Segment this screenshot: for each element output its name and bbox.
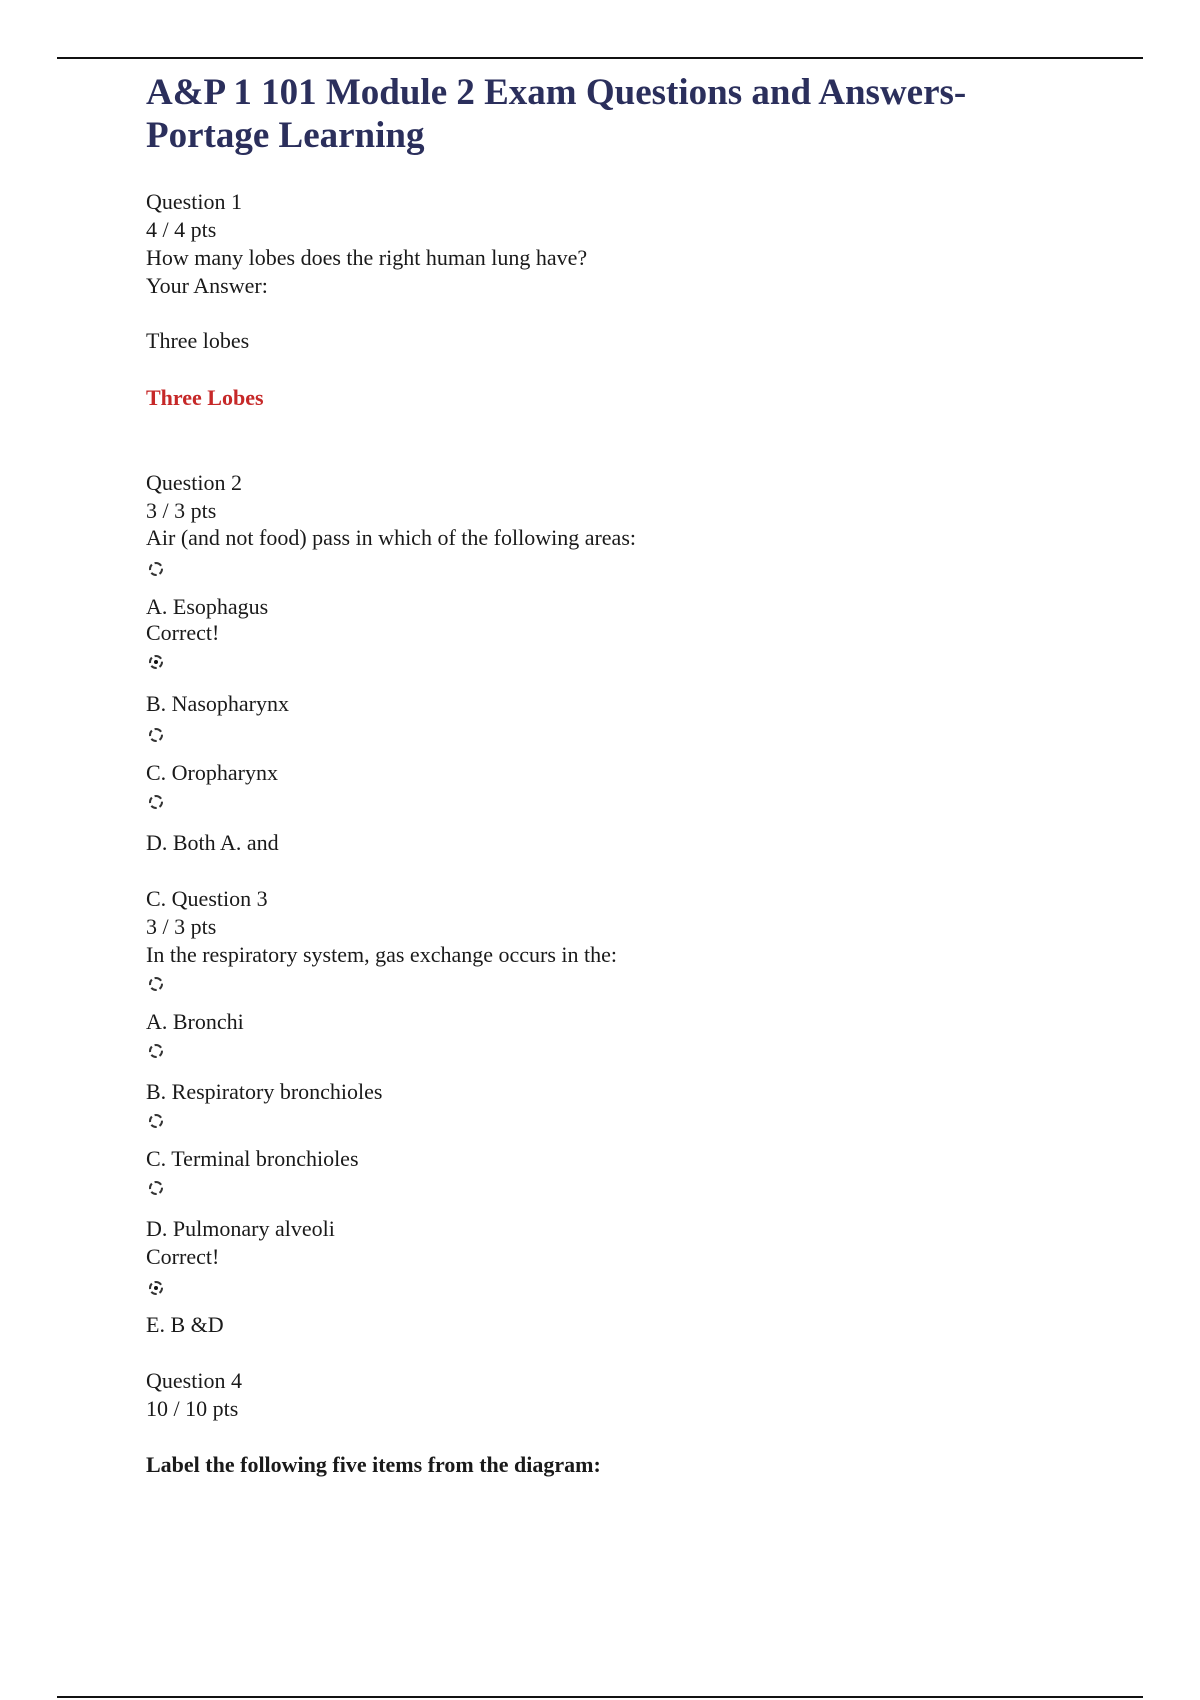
- q4-label: Question 4: [146, 1368, 242, 1393]
- q1-your-answer: Three lobes: [146, 328, 250, 353]
- q3-option-a: A. Bronchi: [146, 1009, 244, 1034]
- q2-option-d: D. Both A. and: [146, 830, 279, 855]
- document-title: A&P 1 101 Module 2 Exam Questions and Answers-Portage Learning: [146, 72, 967, 156]
- q2-points: 3 / 3 pts: [146, 498, 217, 523]
- q2-label: Question 2: [146, 470, 242, 495]
- bottom-rule: [57, 1696, 1143, 1698]
- q3-option-d: D. Pulmonary alveoli: [146, 1216, 335, 1241]
- q3-option-a-radio[interactable]: [149, 977, 163, 991]
- q3-option-e-radio[interactable]: [149, 1281, 163, 1295]
- q1-your-answer-label: Your Answer:: [146, 273, 268, 298]
- q3-label: C. Question 3: [146, 886, 268, 911]
- q1-correct-answer: Three Lobes: [146, 385, 264, 410]
- q2-option-a: A. Esophagus: [146, 594, 269, 619]
- q2-option-b: B. Nasopharynx: [146, 691, 289, 716]
- q3-points: 3 / 3 pts: [146, 914, 217, 939]
- q2-option-a-radio[interactable]: [149, 562, 163, 576]
- q3-prompt: In the respiratory system, gas exchange occurs in the:: [146, 942, 618, 967]
- q3-correct-label: Correct!: [146, 1244, 220, 1269]
- q3-option-c: C. Terminal bronchioles: [146, 1146, 359, 1171]
- q2-option-c: C. Oropharynx: [146, 760, 278, 785]
- q3-option-b-radio[interactable]: [149, 1044, 163, 1058]
- top-rule: [57, 57, 1143, 59]
- q4-points: 10 / 10 pts: [146, 1396, 239, 1421]
- q2-option-d-radio[interactable]: [149, 795, 163, 809]
- q1-label: Question 1: [146, 189, 242, 214]
- q1-prompt: How many lobes does the right human lung have?: [146, 245, 588, 270]
- q2-option-b-radio[interactable]: [149, 655, 163, 669]
- q2-option-c-radio[interactable]: [149, 728, 163, 742]
- q1-points: 4 / 4 pts: [146, 217, 217, 242]
- q3-option-c-radio[interactable]: [149, 1114, 163, 1128]
- q3-option-b: B. Respiratory bronchioles: [146, 1079, 383, 1104]
- q2-prompt: Air (and not food) pass in which of the following areas:: [146, 525, 636, 550]
- q4-prompt: Label the following five items from the diagram:: [146, 1452, 601, 1477]
- q3-option-e: E. B &D: [146, 1312, 224, 1337]
- q2-correct-label: Correct!: [146, 620, 220, 645]
- q3-option-d-radio[interactable]: [149, 1181, 163, 1195]
